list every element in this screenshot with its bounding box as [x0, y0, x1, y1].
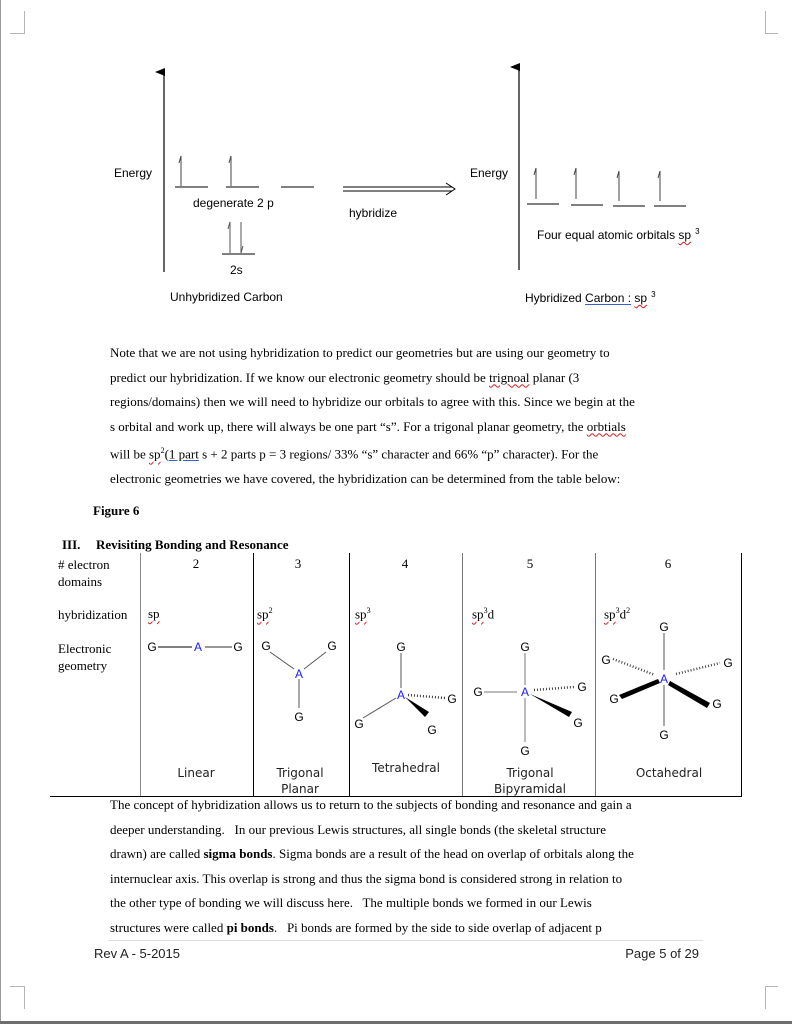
misspelled-word: orbtials	[586, 418, 626, 434]
geometry-name: Tetrahedral	[372, 761, 440, 775]
footer-page-number: Page 5 of 29	[625, 946, 699, 961]
hyb-base: sp	[604, 606, 616, 622]
crop-mark-bottom-right	[765, 986, 778, 1009]
ligand-atom: G	[520, 640, 530, 654]
ligand-atom: G	[601, 653, 611, 667]
name-line: Trigonal	[506, 766, 554, 780]
text-span: (	[164, 446, 169, 462]
text-line: regions/domains) then we will need to hybridize our orbitals to agree with this. Since we begin at the	[110, 394, 635, 409]
text-line: The concept of hybridization allows us to return to the subjects of bonding and resonance and gain a	[110, 797, 632, 812]
caption-sup: 3	[651, 290, 656, 299]
ligand-atom: G	[327, 639, 337, 653]
sup-text: 2	[160, 446, 165, 455]
label-sup: 3	[695, 227, 700, 236]
hyb-base: sp	[257, 606, 269, 622]
ligand-atom: G	[354, 717, 364, 731]
ligand-atom: G	[261, 639, 271, 653]
name-line: Bipyramidal	[494, 782, 566, 796]
ligand-atom: G	[473, 685, 483, 699]
text-span: s orbital and work up, there will always be one part “s”. For a trigonal planar geometry, the	[110, 418, 587, 434]
hyb-sup: 2	[268, 606, 273, 615]
hyb-base: sp	[355, 606, 367, 622]
name-line: Planar	[281, 782, 319, 796]
bold-term: sigma bonds	[203, 846, 273, 861]
central-atom: A	[659, 672, 669, 686]
domains-value: 2	[192, 556, 200, 571]
section-title: Revisiting Bonding and Resonance	[96, 537, 289, 552]
caption-carbon: Carbon :	[585, 291, 632, 305]
ligand-atom: G	[520, 744, 530, 758]
ligand-atom: G	[712, 697, 722, 711]
hyb-sup: 3	[615, 606, 620, 615]
energy-axis-label-left: Energy	[114, 166, 153, 180]
linear-geometry	[147, 640, 242, 654]
label-sp: sp	[678, 228, 692, 242]
hyb-sup: 3	[483, 606, 488, 615]
hyb-base: sp	[148, 606, 160, 621]
text-span: will be	[110, 446, 149, 462]
ligand-atom: G	[577, 680, 587, 694]
label-line: # electron	[58, 557, 110, 572]
hyb-tail: d	[487, 606, 495, 622]
ligand-atom: G	[396, 640, 406, 654]
central-atom: A	[193, 640, 203, 654]
label-text: Four equal atomic orbitals	[537, 228, 679, 242]
geometry-name: Linear	[177, 766, 215, 780]
text-line: the other type of bonding we will discuss here. The multiple bonds we formed in our Lewis	[110, 895, 592, 910]
name-line: Trigonal	[276, 766, 324, 780]
text-line: internuclear axis. This overlap is strong and thus the sigma bond is considered strong in relation to	[110, 870, 623, 886]
2s-label: 2s	[230, 263, 243, 277]
trigonal-bipyramidal-geometry	[473, 640, 586, 758]
misspelled-word: trignoal	[489, 369, 530, 385]
text-span: . Sigma bonds are a result of the head on overlap of orbitals along the	[272, 846, 634, 861]
hybridize-label: hybridize	[349, 206, 398, 220]
domains-value: 3	[294, 556, 302, 571]
trigonal-planar-geometry	[261, 639, 336, 724]
label-line: geometry	[58, 658, 108, 673]
hyb-sup: 3	[366, 606, 371, 615]
paragraph-bonding	[110, 793, 690, 940]
text-line: electronic geometries we have covered, the hybridization can be determined from the table below:	[110, 470, 621, 486]
text-span: planar (3	[529, 369, 580, 385]
central-atom: A	[520, 685, 530, 699]
text-span: structures were called	[110, 919, 227, 935]
degenerate-2p-label: degenerate 2 p	[193, 196, 274, 210]
text-span: s + 2 parts p = 3 regions/ 33% “s” character and 66% “p” character). For the	[198, 446, 599, 462]
footer-revision: Rev A - 5-2015	[94, 946, 180, 961]
ligand-atom: G	[609, 692, 619, 706]
footer-divider	[108, 940, 703, 941]
domains-value: 4	[401, 556, 409, 571]
label-line: Electronic	[58, 641, 112, 656]
ligand-atom: G	[659, 728, 669, 742]
text-line: Note that we are not using hybridization to predict our geometries but are using our geometry to	[110, 345, 610, 360]
ligand-atom: G	[573, 716, 583, 730]
row-label-hybridization: hybridization	[58, 607, 128, 622]
energy-axis-label-right: Energy	[470, 166, 509, 180]
section-number: III.	[62, 537, 81, 552]
hyb-base: sp	[472, 606, 484, 622]
figure-caption: Figure 6	[93, 503, 140, 518]
ligand-atom: G	[447, 692, 457, 706]
domains-value: 6	[664, 556, 672, 571]
hyb-tail: d	[619, 606, 627, 622]
label-line: domains	[58, 574, 103, 589]
text-line	[110, 916, 690, 941]
bold-term: pi bonds	[226, 919, 274, 935]
ligand-atom: G	[147, 640, 157, 654]
ligand-atom: G	[659, 620, 669, 634]
ligand-atom: G	[723, 656, 733, 670]
unhybridized-carbon-caption: Unhybridized Carbon	[170, 290, 283, 304]
tetrahedral-geometry	[354, 640, 456, 737]
octahedral-geometry	[601, 620, 732, 742]
text-line: deeper understanding. In our previous Lewis structures, all single bonds (the skeletal structure	[110, 821, 607, 837]
text-span: predict our hybridization. If we know our electronic geometry should be	[110, 369, 490, 385]
caption-text: Hybridized	[525, 291, 586, 305]
ligand-atom: G	[427, 723, 437, 737]
caption-sp: sp	[634, 291, 648, 305]
grammar-flagged-text: 1 part	[168, 446, 199, 462]
hyb-tail-sup: 2	[626, 606, 631, 615]
geometry-name: Octahedral	[635, 766, 703, 780]
text-span: drawn) are called	[110, 846, 204, 861]
sp-text: sp	[149, 446, 161, 462]
ligand-atom: G	[233, 640, 243, 654]
ligand-atom: G	[294, 710, 304, 724]
text-line	[110, 842, 690, 867]
central-atom: A	[294, 667, 304, 681]
text-span: . Pi bonds are formed by the side to side overlap of adjacent p	[273, 919, 602, 935]
domains-value: 5	[526, 556, 534, 571]
central-atom: A	[396, 688, 406, 702]
crop-mark-bottom-left	[10, 986, 25, 1009]
